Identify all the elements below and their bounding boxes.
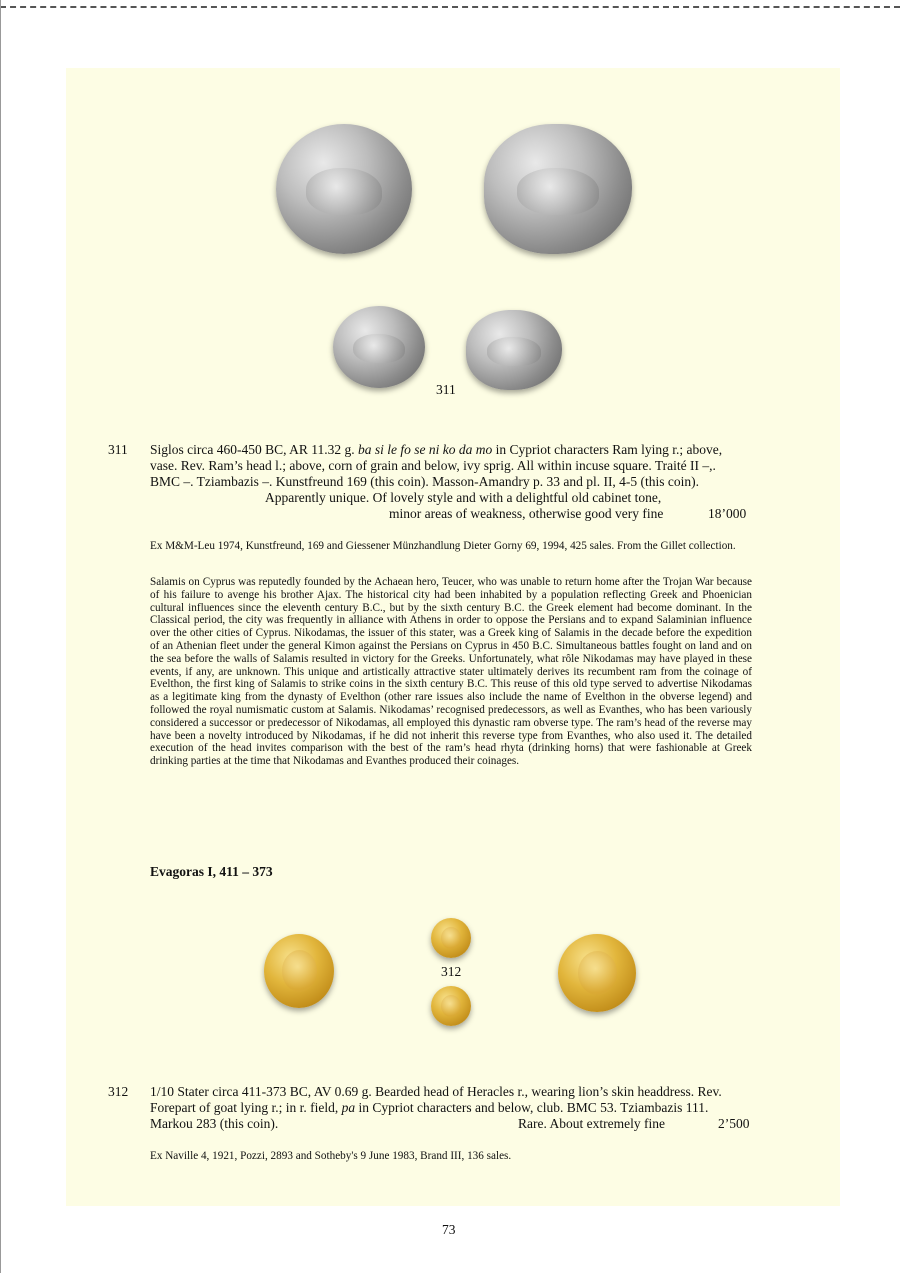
coin-311-reverse-small: [466, 310, 562, 390]
coin-311-obverse-large: [276, 124, 412, 254]
lot-311-line-4: Apparently unique. Of lovely style and with a delightful old cabinet tone,: [265, 490, 662, 505]
lot-311-provenance: Ex M&M-Leu 1974, Kunstfreund, 169 and Giessener Münzhandlung Dieter Gorny 69, 1994, 425 sales. From the Gillet collection.: [150, 540, 736, 552]
plate-label-311: 311: [436, 382, 456, 397]
lot-312-rarity: Rare. About extremely fine: [518, 1116, 665, 1131]
lot-number-312: 312: [108, 1084, 129, 1099]
cypriot-legend: ba si le fo se ni ko da mo: [358, 442, 493, 457]
lot-312-line-1: 1/10 Stater circa 411-373 BC, AV 0.69 g. Bearded head of Heracles r., wearing lion’s skin headdress. Rev.: [150, 1084, 722, 1099]
cypriot-pa: pa: [341, 1100, 356, 1115]
coin-312-reverse-small: [431, 986, 471, 1026]
lot-312-line-2a: Forepart of goat lying r.; in r. field,: [150, 1100, 342, 1115]
lot-312-line-3: Markou 283 (this coin).: [150, 1116, 279, 1131]
plate-label-312: 312: [441, 964, 462, 979]
coin-312-reverse-large: [558, 934, 636, 1012]
lot-311-estimate: 18’000: [708, 506, 747, 521]
left-margin-line: [0, 0, 1, 1273]
lot-312-estimate: 2’500: [718, 1116, 750, 1131]
lot-312-provenance: Ex Naville 4, 1921, Pozzi, 2893 and Sotheby's 9 June 1983, Brand III, 136 sales.: [150, 1150, 512, 1162]
lot-311-line-1b: in Cypriot characters Ram lying r.; above,: [492, 442, 723, 457]
top-dashed-border: [0, 6, 900, 8]
lot-number-311: 311: [108, 442, 128, 457]
page-number: 73: [442, 1222, 456, 1237]
coin-312-obverse-large: [264, 934, 334, 1008]
lot-311-historical-note: Salamis on Cyprus was reputedly founded by the Achaean hero, Teucer, who was unable to return home after the Trojan War because of his failure to avenge his brother Ajax. The historical city had been inhabited by a population reflecting Greek and Phoenician cultural influences since the eleventh century B.C., but by the sixth century B.C. the Greek element had become dominant. In the Classical period, the city was frequently in alliance with Athens in order to oppose the Persians and to expand Salaminian influence over the other cities of Cyprus. Nikodamas, the issuer of this stater, was a Greek king of Salamis in the decade before the expedition of an Athenian fleet under the general Kimon against the Persians on Cyprus in 450 B.C. Simultaneous battles fought on land and on the sea before the walls of Salamis resulted in victory for the Greeks. Unfortunately, what rôle Nikodamas may have played in these events, if any, are unknown. This unique and artistically attractive stater ultimately derives its recumbent ram from the coinage of Evelthon, the first king of Salamis to strike coins in the sixth century B.C. This reuse of this old type served to advertise Nikodamas as a legitimate king from the dynasty of Evelthon (other rare issues also include the name of Evelthon in the obverse legend) and followed the royal numismatic custom at Salamis. Nikodamas’ recognised predecessors, as well as Evanthes, who has been variously considered a successor or predecessor of Nikodamas, all employed this dynastic ram obverse type. The ram’s head of the reverse may have been a novelty introduced by Nikodamas, if he did not inherit this reverse type from Evanthes, who also used it. The detailed execution of the head invites comparison with the best of the ram’s head rhyta (drinking horns) that were fashionable at Greek drinking parties at the time that Nikodamas and Evanthes produced their coinages.: [150, 576, 752, 768]
lot-312-line-2: [150, 1100, 708, 1117]
lot-311-line-5: minor areas of weakness, otherwise good very fine: [389, 506, 664, 521]
lot-312-line-2b: in Cypriot characters and below, club. BMC 53. Tziambazis 111.: [355, 1100, 709, 1115]
section-heading: Evagoras I, 411 – 373: [150, 864, 273, 879]
coin-311-obverse-small: [333, 306, 425, 388]
lot-311-line-3: BMC –. Tziambazis –. Kunstfreund 169 (this coin). Masson-Amandry p. 33 and pl. II, 4-5 (this coin).: [150, 474, 700, 489]
lot-311-line-1a: Siglos circa 460-450 BC, AR 11.32 g.: [150, 442, 358, 457]
coin-311-reverse-large: [484, 124, 632, 254]
lot-311-line-2: vase. Rev. Ram’s head l.; above, corn of grain and below, ivy sprig. All within incuse square. Traité II –,.: [150, 458, 716, 473]
lot-311-line-1: [150, 442, 722, 459]
coin-312-obverse-small: [431, 918, 471, 958]
